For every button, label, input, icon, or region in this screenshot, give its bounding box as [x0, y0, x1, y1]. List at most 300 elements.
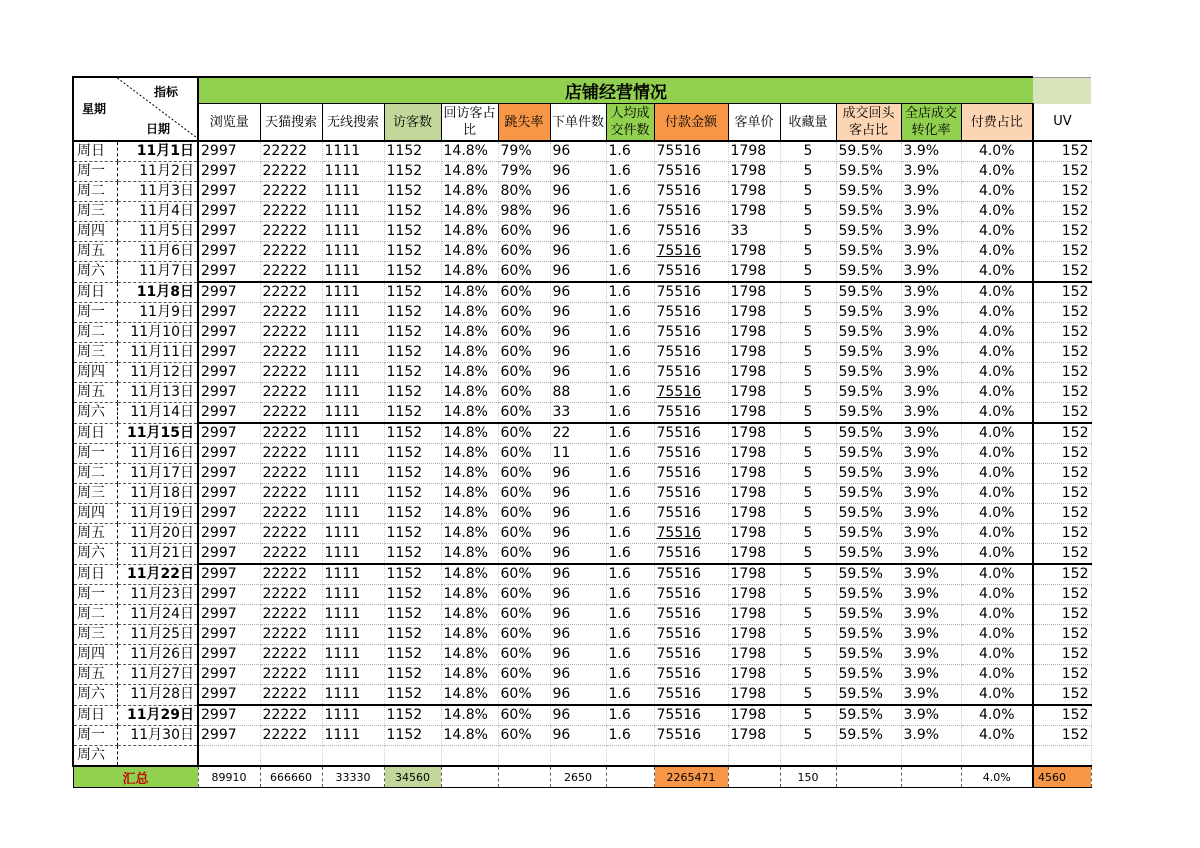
value-cell[interactable]: 75516 [654, 282, 728, 303]
value-cell[interactable]: 96 [550, 282, 606, 303]
value-cell[interactable]: 1111 [322, 484, 384, 504]
value-cell[interactable]: 3.9% [901, 605, 961, 625]
value-cell[interactable]: 14.8% [441, 564, 498, 585]
value-cell[interactable]: 59.5% [836, 705, 901, 726]
value-cell[interactable]: 1.6 [606, 242, 654, 262]
value-cell[interactable]: 5 [780, 726, 836, 746]
value-cell[interactable]: 1798 [728, 242, 780, 262]
value-cell[interactable]: 152 [1033, 605, 1091, 625]
value-cell[interactable]: 75516 [654, 182, 728, 202]
value-cell[interactable]: 14.8% [441, 464, 498, 484]
value-cell[interactable]: 60% [498, 564, 550, 585]
value-cell[interactable]: 14.8% [441, 262, 498, 283]
value-cell[interactable]: 5 [780, 484, 836, 504]
value-cell[interactable]: 5 [780, 605, 836, 625]
value-cell[interactable]: 1798 [728, 343, 780, 363]
value-cell[interactable]: 59.5% [836, 423, 901, 444]
weekday-cell[interactable]: 周五 [73, 665, 117, 685]
summary-value-cell[interactable]: 4.0% [961, 766, 1033, 788]
value-cell[interactable]: 2997 [198, 363, 260, 383]
value-cell[interactable]: 14.8% [441, 222, 498, 242]
value-cell[interactable]: 75516 [654, 262, 728, 283]
value-cell[interactable]: 60% [498, 705, 550, 726]
value-cell[interactable]: 22222 [260, 303, 322, 323]
value-cell[interactable]: 1111 [322, 464, 384, 484]
value-cell[interactable]: 1111 [322, 645, 384, 665]
value-cell[interactable] [654, 524, 728, 544]
value-cell[interactable]: 1111 [322, 705, 384, 726]
value-cell[interactable]: 3.9% [901, 484, 961, 504]
value-cell[interactable]: 5 [780, 162, 836, 182]
column-header[interactable]: 付费占比 [961, 104, 1033, 142]
value-cell[interactable]: 60% [498, 585, 550, 605]
value-cell[interactable]: 1152 [384, 544, 441, 565]
weekday-cell[interactable]: 周二 [73, 464, 117, 484]
column-header[interactable]: UV [1033, 104, 1091, 142]
value-cell[interactable]: 75516 [654, 484, 728, 504]
value-cell[interactable]: 4.0% [961, 524, 1033, 544]
value-cell[interactable]: 3.9% [901, 665, 961, 685]
value-cell[interactable]: 1.6 [606, 726, 654, 746]
value-cell[interactable]: 1152 [384, 524, 441, 544]
value-cell[interactable]: 1798 [728, 564, 780, 585]
value-cell[interactable]: 75516 [654, 202, 728, 222]
value-cell[interactable]: 1798 [728, 383, 780, 403]
value-cell[interactable]: 5 [780, 504, 836, 524]
value-cell[interactable]: 4.0% [961, 665, 1033, 685]
value-cell[interactable]: 1152 [384, 383, 441, 403]
weekday-cell[interactable]: 周四 [73, 222, 117, 242]
value-cell[interactable]: 1111 [322, 323, 384, 343]
value-cell[interactable]: 4.0% [961, 726, 1033, 746]
value-cell[interactable]: 3.9% [901, 141, 961, 162]
value-cell[interactable]: 2997 [198, 182, 260, 202]
value-cell[interactable]: 5 [780, 564, 836, 585]
value-cell[interactable]: 1.6 [606, 605, 654, 625]
value-cell[interactable]: 14.8% [441, 544, 498, 565]
value-cell[interactable]: 152 [1033, 484, 1091, 504]
value-cell[interactable]: 1798 [728, 262, 780, 283]
value-cell[interactable]: 22222 [260, 423, 322, 444]
value-cell[interactable]: 14.8% [441, 403, 498, 424]
value-cell[interactable]: 59.5% [836, 585, 901, 605]
weekday-cell[interactable]: 周三 [73, 484, 117, 504]
summary-value-cell[interactable]: 2650 [550, 766, 606, 788]
value-cell[interactable]: 22222 [260, 524, 322, 544]
value-cell[interactable]: 22222 [260, 625, 322, 645]
value-cell[interactable]: 3.9% [901, 726, 961, 746]
value-cell[interactable]: 75516 [654, 423, 728, 444]
value-cell[interactable]: 60% [498, 444, 550, 464]
weekday-cell[interactable]: 周一 [73, 585, 117, 605]
date-cell[interactable]: 11月16日 [117, 444, 198, 464]
value-cell[interactable]: 14.8% [441, 484, 498, 504]
value-cell[interactable]: 1111 [322, 242, 384, 262]
value-cell[interactable]: 1798 [728, 182, 780, 202]
value-cell[interactable]: 59.5% [836, 242, 901, 262]
value-cell[interactable]: 14.8% [441, 343, 498, 363]
value-cell[interactable]: 60% [498, 242, 550, 262]
value-cell[interactable]: 1152 [384, 242, 441, 262]
value-cell[interactable] [498, 746, 550, 767]
value-cell[interactable]: 1.6 [606, 484, 654, 504]
value-cell[interactable]: 152 [1033, 202, 1091, 222]
value-cell[interactable]: 152 [1033, 685, 1091, 706]
value-cell[interactable]: 14.8% [441, 444, 498, 464]
value-cell[interactable]: 22 [550, 423, 606, 444]
value-cell[interactable]: 1152 [384, 403, 441, 424]
value-cell[interactable]: 14.8% [441, 363, 498, 383]
value-cell[interactable]: 5 [780, 383, 836, 403]
value-cell[interactable]: 1152 [384, 343, 441, 363]
value-cell[interactable]: 14.8% [441, 282, 498, 303]
value-cell[interactable]: 1.6 [606, 685, 654, 706]
weekday-cell[interactable]: 周日 [73, 423, 117, 444]
date-cell[interactable]: 11月26日 [117, 645, 198, 665]
value-cell[interactable]: 96 [550, 323, 606, 343]
value-cell[interactable]: 1152 [384, 726, 441, 746]
column-header[interactable]: 浏览量 [198, 104, 260, 142]
value-cell[interactable]: 4.0% [961, 182, 1033, 202]
value-cell[interactable]: 4.0% [961, 343, 1033, 363]
date-cell[interactable]: 11月1日 [117, 141, 198, 162]
value-cell[interactable]: 1152 [384, 464, 441, 484]
value-cell[interactable]: 1.6 [606, 544, 654, 565]
date-cell[interactable]: 11月23日 [117, 585, 198, 605]
date-cell[interactable]: 11月8日 [117, 282, 198, 303]
value-cell[interactable]: 59.5% [836, 343, 901, 363]
value-cell[interactable]: 1152 [384, 282, 441, 303]
value-cell[interactable]: 96 [550, 524, 606, 544]
value-cell[interactable]: 59.5% [836, 303, 901, 323]
value-cell[interactable]: 1111 [322, 202, 384, 222]
value-cell[interactable]: 75516 [654, 363, 728, 383]
value-cell[interactable]: 5 [780, 202, 836, 222]
value-cell[interactable]: 152 [1033, 222, 1091, 242]
value-cell[interactable]: 22222 [260, 343, 322, 363]
value-cell[interactable]: 59.5% [836, 726, 901, 746]
value-cell[interactable]: 96 [550, 705, 606, 726]
weekday-cell[interactable]: 周五 [73, 242, 117, 262]
value-cell[interactable]: 3.9% [901, 564, 961, 585]
value-cell[interactable]: 3.9% [901, 423, 961, 444]
value-cell[interactable]: 4.0% [961, 423, 1033, 444]
value-cell[interactable]: 4.0% [961, 705, 1033, 726]
value-cell[interactable]: 59.5% [836, 222, 901, 242]
value-cell[interactable]: 1798 [728, 504, 780, 524]
value-cell[interactable]: 59.5% [836, 202, 901, 222]
value-cell[interactable]: 152 [1033, 645, 1091, 665]
value-cell[interactable]: 2997 [198, 383, 260, 403]
date-cell[interactable]: 11月14日 [117, 403, 198, 424]
value-cell[interactable]: 22222 [260, 484, 322, 504]
value-cell[interactable]: 3.9% [901, 544, 961, 565]
value-cell[interactable]: 96 [550, 585, 606, 605]
value-cell[interactable]: 96 [550, 202, 606, 222]
value-cell[interactable]: 152 [1033, 625, 1091, 645]
value-cell[interactable]: 152 [1033, 544, 1091, 565]
value-cell[interactable]: 59.5% [836, 685, 901, 706]
value-cell[interactable]: 3.9% [901, 625, 961, 645]
value-cell[interactable]: 152 [1033, 423, 1091, 444]
value-cell[interactable] [384, 746, 441, 767]
value-cell[interactable]: 59.5% [836, 403, 901, 424]
value-cell[interactable]: 1798 [728, 665, 780, 685]
value-cell[interactable]: 1.6 [606, 222, 654, 242]
value-cell[interactable]: 1798 [728, 323, 780, 343]
corner-header-cell[interactable] [73, 77, 198, 141]
value-cell[interactable]: 1798 [728, 303, 780, 323]
value-cell[interactable]: 1798 [728, 605, 780, 625]
value-cell[interactable]: 5 [780, 182, 836, 202]
value-cell[interactable]: 1798 [728, 524, 780, 544]
value-cell[interactable]: 2997 [198, 343, 260, 363]
value-cell[interactable] [961, 746, 1033, 767]
value-cell[interactable]: 1.6 [606, 262, 654, 283]
value-cell[interactable]: 2997 [198, 141, 260, 162]
value-cell[interactable]: 3.9% [901, 464, 961, 484]
value-cell[interactable]: 1798 [728, 202, 780, 222]
date-cell[interactable]: 11月21日 [117, 544, 198, 565]
value-cell[interactable]: 59.5% [836, 323, 901, 343]
value-cell[interactable]: 1111 [322, 504, 384, 524]
value-cell[interactable]: 22222 [260, 323, 322, 343]
value-cell[interactable]: 96 [550, 162, 606, 182]
value-cell[interactable]: 59.5% [836, 141, 901, 162]
value-cell[interactable]: 75516 [654, 705, 728, 726]
value-cell[interactable]: 5 [780, 222, 836, 242]
value-cell[interactable]: 59.5% [836, 262, 901, 283]
value-cell[interactable]: 3.9% [901, 242, 961, 262]
value-cell[interactable]: 1152 [384, 303, 441, 323]
weekday-cell[interactable]: 周六 [73, 403, 117, 424]
value-cell[interactable]: 4.0% [961, 202, 1033, 222]
weekday-cell[interactable]: 周二 [73, 323, 117, 343]
date-cell[interactable]: 11月28日 [117, 685, 198, 706]
value-cell[interactable]: 75516 [654, 564, 728, 585]
value-cell[interactable]: 1111 [322, 182, 384, 202]
value-cell[interactable]: 2997 [198, 625, 260, 645]
value-cell[interactable]: 60% [498, 363, 550, 383]
value-cell[interactable]: 3.9% [901, 363, 961, 383]
value-cell[interactable]: 4.0% [961, 383, 1033, 403]
value-cell[interactable]: 5 [780, 403, 836, 424]
value-cell[interactable]: 75516 [654, 303, 728, 323]
value-cell[interactable]: 1111 [322, 625, 384, 645]
value-cell[interactable]: 1152 [384, 162, 441, 182]
value-cell[interactable]: 14.8% [441, 625, 498, 645]
value-cell[interactable]: 2997 [198, 403, 260, 424]
value-cell[interactable]: 1.6 [606, 363, 654, 383]
value-cell[interactable]: 3.9% [901, 202, 961, 222]
value-cell[interactable]: 14.8% [441, 665, 498, 685]
value-cell[interactable]: 1798 [728, 705, 780, 726]
value-cell[interactable]: 152 [1033, 585, 1091, 605]
value-cell[interactable]: 4.0% [961, 262, 1033, 283]
value-cell[interactable]: 60% [498, 262, 550, 283]
value-cell[interactable]: 96 [550, 222, 606, 242]
value-cell[interactable]: 3.9% [901, 685, 961, 706]
value-cell[interactable]: 14.8% [441, 605, 498, 625]
value-cell[interactable]: 60% [498, 464, 550, 484]
value-cell[interactable]: 22222 [260, 383, 322, 403]
summary-value-cell[interactable] [498, 766, 550, 788]
summary-value-cell[interactable]: 33330 [322, 766, 384, 788]
value-cell[interactable]: 2997 [198, 162, 260, 182]
value-cell[interactable]: 96 [550, 504, 606, 524]
value-cell[interactable]: 1111 [322, 363, 384, 383]
date-cell[interactable]: 11月7日 [117, 262, 198, 283]
value-cell[interactable]: 1152 [384, 444, 441, 464]
value-cell[interactable]: 22222 [260, 242, 322, 262]
value-cell[interactable]: 5 [780, 303, 836, 323]
value-cell[interactable]: 59.5% [836, 162, 901, 182]
value-cell[interactable] [441, 746, 498, 767]
value-cell[interactable]: 2997 [198, 464, 260, 484]
value-cell[interactable]: 59.5% [836, 363, 901, 383]
value-cell[interactable]: 5 [780, 363, 836, 383]
summary-value-cell[interactable]: 89910 [198, 766, 260, 788]
summary-value-cell[interactable] [728, 766, 780, 788]
value-cell[interactable]: 1.6 [606, 585, 654, 605]
value-cell[interactable]: 96 [550, 363, 606, 383]
value-cell[interactable]: 2997 [198, 242, 260, 262]
value-cell[interactable]: 1798 [728, 423, 780, 444]
value-cell[interactable]: 1798 [728, 444, 780, 464]
value-cell[interactable]: 1152 [384, 484, 441, 504]
value-cell[interactable]: 2997 [198, 504, 260, 524]
value-cell[interactable]: 60% [498, 403, 550, 424]
date-cell[interactable]: 11月12日 [117, 363, 198, 383]
value-cell[interactable]: 59.5% [836, 504, 901, 524]
value-cell[interactable]: 96 [550, 182, 606, 202]
value-cell[interactable]: 152 [1033, 464, 1091, 484]
value-cell[interactable]: 75516 [654, 444, 728, 464]
value-cell[interactable]: 96 [550, 645, 606, 665]
value-cell[interactable]: 2997 [198, 524, 260, 544]
date-cell[interactable]: 11月2日 [117, 162, 198, 182]
value-cell[interactable]: 1111 [322, 141, 384, 162]
value-cell[interactable]: 1152 [384, 222, 441, 242]
value-cell[interactable]: 3.9% [901, 383, 961, 403]
weekday-cell[interactable]: 周一 [73, 726, 117, 746]
column-header[interactable]: 成交回头客占比 [836, 104, 901, 142]
value-cell[interactable]: 1111 [322, 222, 384, 242]
value-cell[interactable]: 60% [498, 423, 550, 444]
value-cell[interactable]: 152 [1033, 403, 1091, 424]
weekday-cell[interactable]: 周二 [73, 182, 117, 202]
value-cell[interactable]: 60% [498, 323, 550, 343]
value-cell[interactable]: 1152 [384, 423, 441, 444]
value-cell[interactable]: 152 [1033, 282, 1091, 303]
value-cell[interactable]: 1152 [384, 202, 441, 222]
value-cell[interactable]: 5 [780, 625, 836, 645]
value-cell[interactable]: 152 [1033, 162, 1091, 182]
value-cell[interactable]: 1798 [728, 585, 780, 605]
value-cell[interactable]: 152 [1033, 242, 1091, 262]
value-cell[interactable]: 3.9% [901, 222, 961, 242]
date-cell[interactable]: 11月25日 [117, 625, 198, 645]
value-cell[interactable]: 60% [498, 282, 550, 303]
value-cell[interactable]: 2997 [198, 282, 260, 303]
weekday-cell[interactable]: 周四 [73, 363, 117, 383]
summary-value-cell[interactable]: 34560 [384, 766, 441, 788]
value-cell[interactable]: 22222 [260, 564, 322, 585]
value-cell[interactable]: 2997 [198, 262, 260, 283]
value-cell[interactable]: 4.0% [961, 162, 1033, 182]
value-cell[interactable]: 2997 [198, 444, 260, 464]
column-header[interactable]: 无线搜索 [322, 104, 384, 142]
value-cell[interactable]: 96 [550, 303, 606, 323]
value-cell[interactable]: 152 [1033, 363, 1091, 383]
value-cell[interactable]: 59.5% [836, 544, 901, 565]
column-header[interactable]: 下单件数 [550, 104, 606, 142]
value-cell[interactable]: 3.9% [901, 444, 961, 464]
value-cell[interactable]: 152 [1033, 504, 1091, 524]
value-cell[interactable]: 60% [498, 484, 550, 504]
value-cell[interactable]: 3.9% [901, 162, 961, 182]
value-cell[interactable]: 1152 [384, 141, 441, 162]
value-cell[interactable]: 1.6 [606, 323, 654, 343]
value-cell[interactable]: 2997 [198, 605, 260, 625]
value-cell[interactable]: 5 [780, 282, 836, 303]
date-cell[interactable]: 11月10日 [117, 323, 198, 343]
value-cell[interactable]: 3.9% [901, 403, 961, 424]
value-cell[interactable]: 1.6 [606, 705, 654, 726]
value-cell[interactable]: 2997 [198, 423, 260, 444]
value-cell[interactable]: 1.6 [606, 403, 654, 424]
value-cell[interactable]: 152 [1033, 705, 1091, 726]
value-cell[interactable]: 22222 [260, 685, 322, 706]
weekday-cell[interactable]: 周三 [73, 625, 117, 645]
value-cell[interactable]: 22222 [260, 262, 322, 283]
value-cell[interactable]: 1111 [322, 585, 384, 605]
value-cell[interactable]: 75516 [654, 464, 728, 484]
weekday-cell[interactable]: 周日 [73, 564, 117, 585]
value-cell[interactable]: 96 [550, 564, 606, 585]
date-cell[interactable]: 11月4日 [117, 202, 198, 222]
date-cell[interactable]: 11月24日 [117, 605, 198, 625]
value-cell[interactable]: 1111 [322, 544, 384, 565]
value-cell[interactable]: 59.5% [836, 524, 901, 544]
value-cell[interactable]: 1152 [384, 705, 441, 726]
value-cell[interactable]: 22222 [260, 705, 322, 726]
value-cell[interactable] [322, 746, 384, 767]
value-cell[interactable]: 22222 [260, 504, 322, 524]
value-cell[interactable]: 4.0% [961, 282, 1033, 303]
value-cell[interactable]: 59.5% [836, 282, 901, 303]
value-cell[interactable]: 96 [550, 484, 606, 504]
value-cell[interactable]: 1111 [322, 162, 384, 182]
value-cell[interactable]: 1111 [322, 303, 384, 323]
value-cell[interactable]: 96 [550, 141, 606, 162]
value-cell[interactable]: 22222 [260, 544, 322, 565]
value-cell[interactable]: 4.0% [961, 484, 1033, 504]
value-cell[interactable]: 14.8% [441, 202, 498, 222]
value-cell[interactable]: 1111 [322, 605, 384, 625]
value-cell[interactable]: 96 [550, 544, 606, 565]
value-cell[interactable]: 1798 [728, 625, 780, 645]
value-cell[interactable]: 60% [498, 544, 550, 565]
value-cell[interactable]: 22222 [260, 182, 322, 202]
value-cell[interactable]: 1111 [322, 343, 384, 363]
value-cell[interactable]: 152 [1033, 524, 1091, 544]
column-header[interactable]: 访客数 [384, 104, 441, 142]
value-cell[interactable]: 1798 [728, 464, 780, 484]
value-cell[interactable]: 5 [780, 242, 836, 262]
value-cell[interactable]: 60% [498, 625, 550, 645]
value-cell[interactable]: 96 [550, 665, 606, 685]
